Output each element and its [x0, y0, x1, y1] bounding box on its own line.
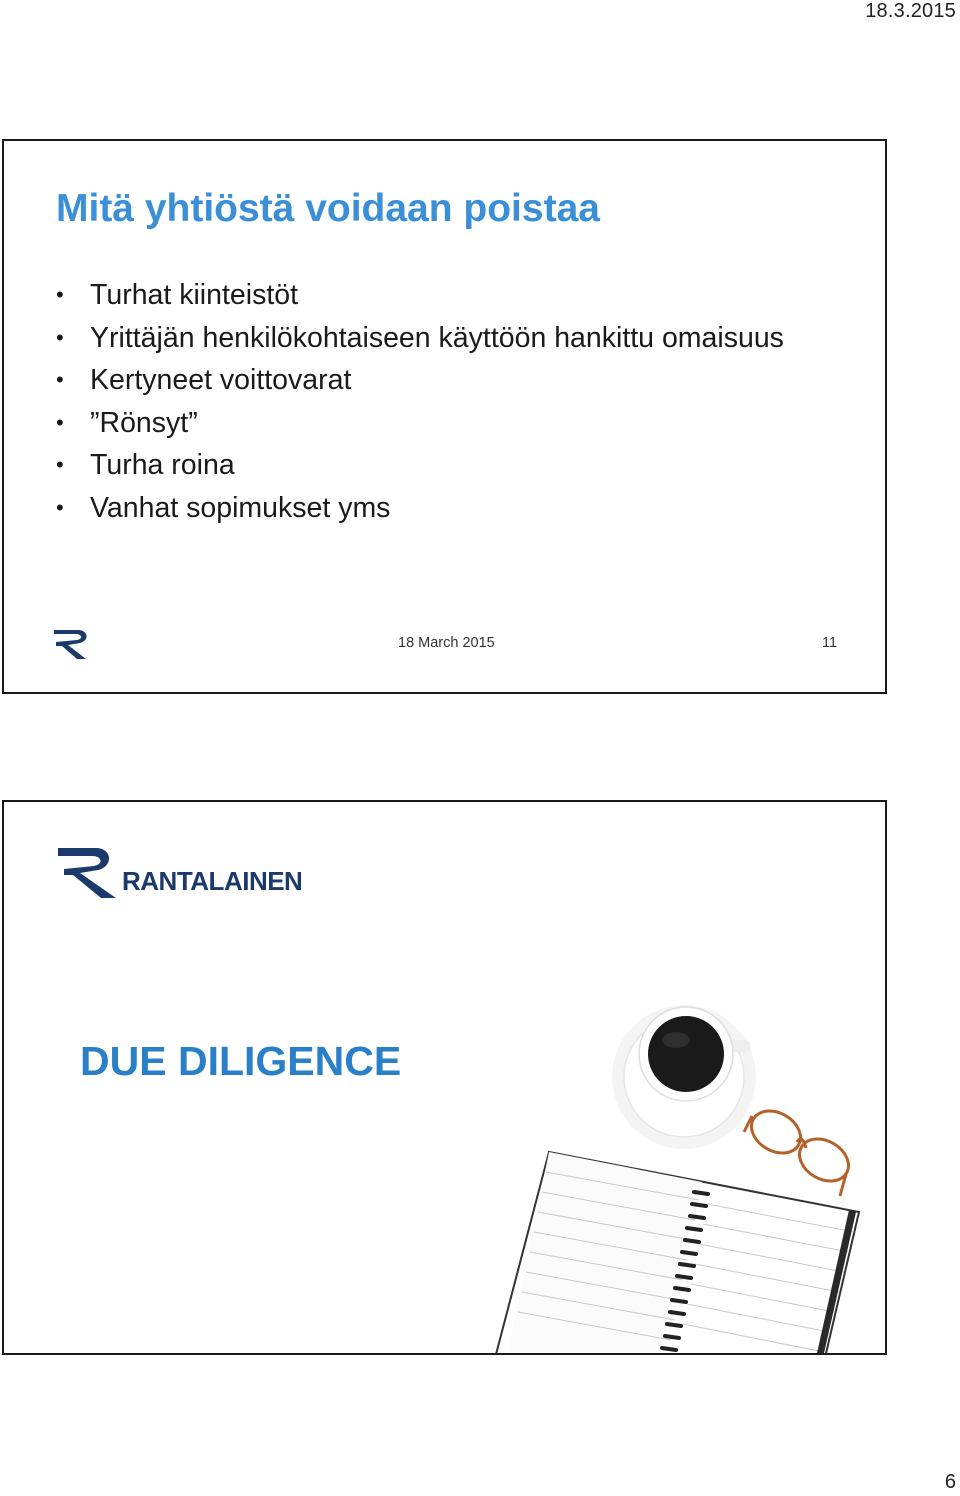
list-item	[56, 317, 784, 360]
bullet-text: Vanhat sopimukset yms	[90, 491, 391, 524]
list-item	[56, 487, 784, 530]
bullet-dot: •	[56, 324, 64, 350]
bullet-dot: •	[56, 452, 64, 478]
list-item	[56, 444, 784, 487]
brand-name: RANTALAINEN	[122, 866, 303, 896]
footer-date: 18 March 2015	[398, 635, 495, 651]
slide-due-diligence	[2, 800, 887, 1355]
bullet-text: Turhat kiinteistöt	[90, 279, 299, 311]
bullet-list	[56, 274, 784, 530]
bullet-dot: •	[56, 282, 64, 307]
list-item	[56, 274, 784, 317]
coffee-cup-icon	[612, 1005, 756, 1149]
list-item	[56, 359, 784, 402]
bullet-text: ”Rönsyt”	[90, 406, 198, 439]
notebook-icon	[494, 1152, 859, 1355]
rantalainen-r-logo-icon	[56, 844, 118, 902]
slide-title: Mitä yhtiöstä voidaan poistaa	[56, 187, 600, 230]
footer-slide-number: 11	[822, 635, 838, 651]
bullet-text: Yrittäjän henkilökohtaiseen käyttöön hankittu omaisuus	[90, 321, 784, 354]
rantalainen-r-logo-icon	[52, 625, 92, 663]
slide-title: DUE DILIGENCE	[80, 1038, 402, 1084]
coffee-notebook-illustration	[494, 982, 887, 1355]
bullet-dot: •	[56, 409, 64, 435]
bullet-dot: •	[56, 494, 64, 520]
glasses-icon	[744, 1103, 856, 1196]
page-date: 18.3.2015	[865, 0, 956, 22]
bullet-dot: •	[56, 367, 64, 393]
page-number: 6	[944, 1471, 956, 1493]
bullet-text: Kertyneet voittovarat	[90, 364, 352, 397]
bullet-text: Turha roina	[90, 449, 235, 482]
slide-11	[2, 139, 887, 694]
list-item	[56, 402, 784, 445]
